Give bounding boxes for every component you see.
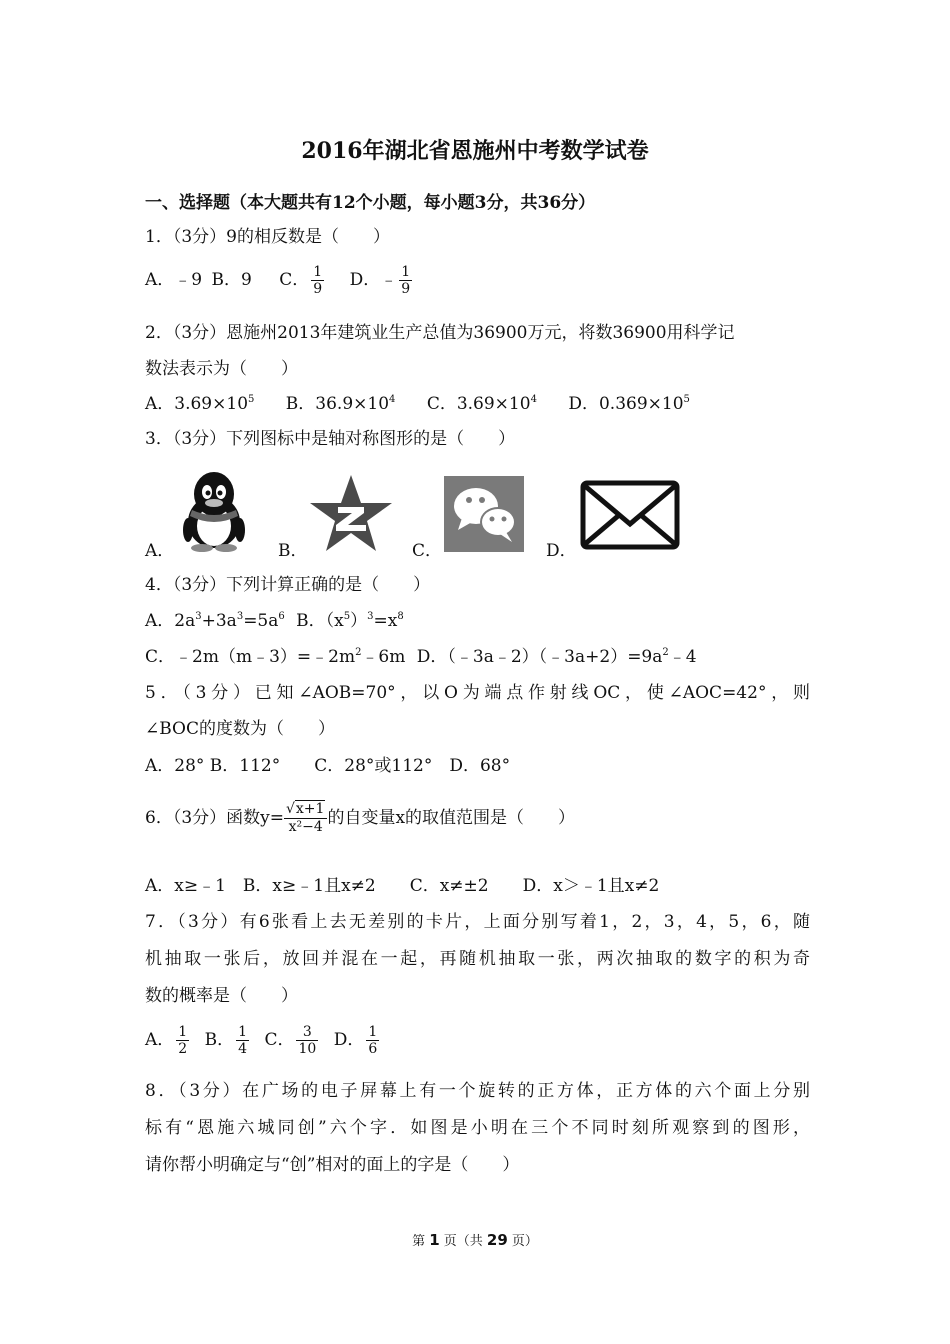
penguin-icon (176, 470, 252, 552)
question-2-line1: 2．（3分）恩施州2013年建筑业生产总值为36900万元，将数36900用科学记 (145, 323, 735, 343)
q7-a-fraction: $\frac{1}{2}$ (178, 1024, 188, 1057)
question-5-options: A．28° B．112° C．28°或112° D．68° (145, 756, 511, 776)
q4-option-c: C．$﹣2m(m﹣3)=﹣2m^2﹣6m$ (145, 647, 406, 667)
q3-option-d: D． (546, 541, 577, 561)
current-page-number: 1 (429, 1231, 440, 1249)
q7-b-fraction: $\frac{1}{4}$ (238, 1024, 248, 1057)
question-6-options: A．x≥﹣1 B．x≥﹣1且x≠2 C．x≠±2 D．x＞﹣1且x≠2 (145, 876, 660, 896)
question-5-line2: ∠BOC的度数为（ ） (145, 719, 335, 739)
q2-option-b: B．$36.9\times 10^4$ (285, 394, 396, 414)
q2-option-a: A．$3.69\times 10^5$ (145, 394, 255, 414)
total-page-count: 29 (486, 1231, 508, 1249)
question-3-stem: 3．（3分）下列图标中是轴对称图形的是（ ） (145, 429, 516, 449)
question-2-line2: 数法表示为（ ） (145, 359, 298, 379)
q2-option-d: D．$0.369\times 10^5$ (568, 394, 690, 414)
q2-option-c: C．$3.69\times 10^4$ (426, 394, 537, 414)
q1-c-fraction: $\frac{1}{9}$ (313, 264, 323, 297)
q4-option-b: B．$(x^5)^3=x^8$ (296, 611, 404, 631)
q1-option-a: A．﹣9 (145, 270, 203, 290)
q7-c-fraction: $\frac{3}{10}$ (298, 1024, 317, 1057)
question-1-stem: 1．（3分）9的相反数是（ ） (145, 227, 390, 247)
question-8-line1: 8．（3分）在广场的电子屏幕上有一个旋转的正方体，正方体的六个面上分别 (145, 1081, 810, 1101)
q1-option-b: B．9 (211, 270, 252, 290)
envelope-icon (580, 480, 680, 550)
page-footer: 第 1 页（共 29 页） (412, 1231, 538, 1249)
chat-bubbles-icon (444, 476, 524, 552)
q1-d-fraction: $\frac{1}{9}$ (401, 264, 411, 297)
q3-option-c: C． (412, 541, 443, 561)
q7-d-fraction: $\frac{1}{6}$ (368, 1024, 378, 1057)
section-heading: 一、选择题（本大题共有12个小题，每小题3分，共36分） (145, 193, 596, 213)
question-6-stem: 6．（3分）函数y= $\frac{√x+1}{\text{x²−4}}$的自变量x的取值范围是（ ） (145, 801, 576, 835)
question-2-options (145, 393, 690, 415)
question-4-options-ab (145, 610, 404, 632)
q6-fraction: $\frac{√x+1}{\text{x²−4}}$ (284, 800, 327, 836)
question-8-line3: 请你帮小明确定与“创”相对的面上的字是（ ） (145, 1155, 520, 1175)
question-8-line2: 标有“恩施六城同创”六个字．如图是小明在三个不同时刻所观察到的图形， (145, 1118, 810, 1138)
question-4-options-cd (145, 646, 697, 668)
q4-option-a: A．$2a^3+3a^3=5a^6$ (145, 611, 285, 631)
star-icon (308, 473, 394, 553)
q4-option-d: D．$(﹣3a﹣2)(﹣3a+2)=9a^2﹣4$ (416, 647, 697, 667)
question-7-line3: 数的概率是（ ） (145, 986, 298, 1006)
q1-option-c: C． (279, 270, 310, 290)
question-7-options: A． $\frac{1}{2}$ B． $\frac{1}{4}$ C． $\frac{3}{10}$ D． $\frac{1}{6}$ (145, 1024, 378, 1057)
question-7-line1: 7．（3分）有6张看上去无差别的卡片，上面分别写着1，2，3，4，5，6，随 (145, 912, 810, 932)
q1-option-d: D．﹣ (349, 270, 398, 290)
question-4-stem: 4．（3分）下列计算正确的是（ ） (145, 575, 431, 595)
question-7-line2: 机抽取一张后，放回并混在一起，再随机抽取一张，两次抽取的数字的积为奇 (145, 949, 810, 969)
question-5-line1: 5．（3分）已知∠AOB=70°，以O为端点作射线OC，使∠AOC=42°，则 (145, 683, 810, 703)
question-1-options (145, 264, 414, 297)
q3-option-b: B． (278, 541, 308, 561)
page-title: 2016年湖北省恩施州中考数学试卷 (301, 138, 649, 164)
q3-option-a: A． (145, 541, 175, 561)
